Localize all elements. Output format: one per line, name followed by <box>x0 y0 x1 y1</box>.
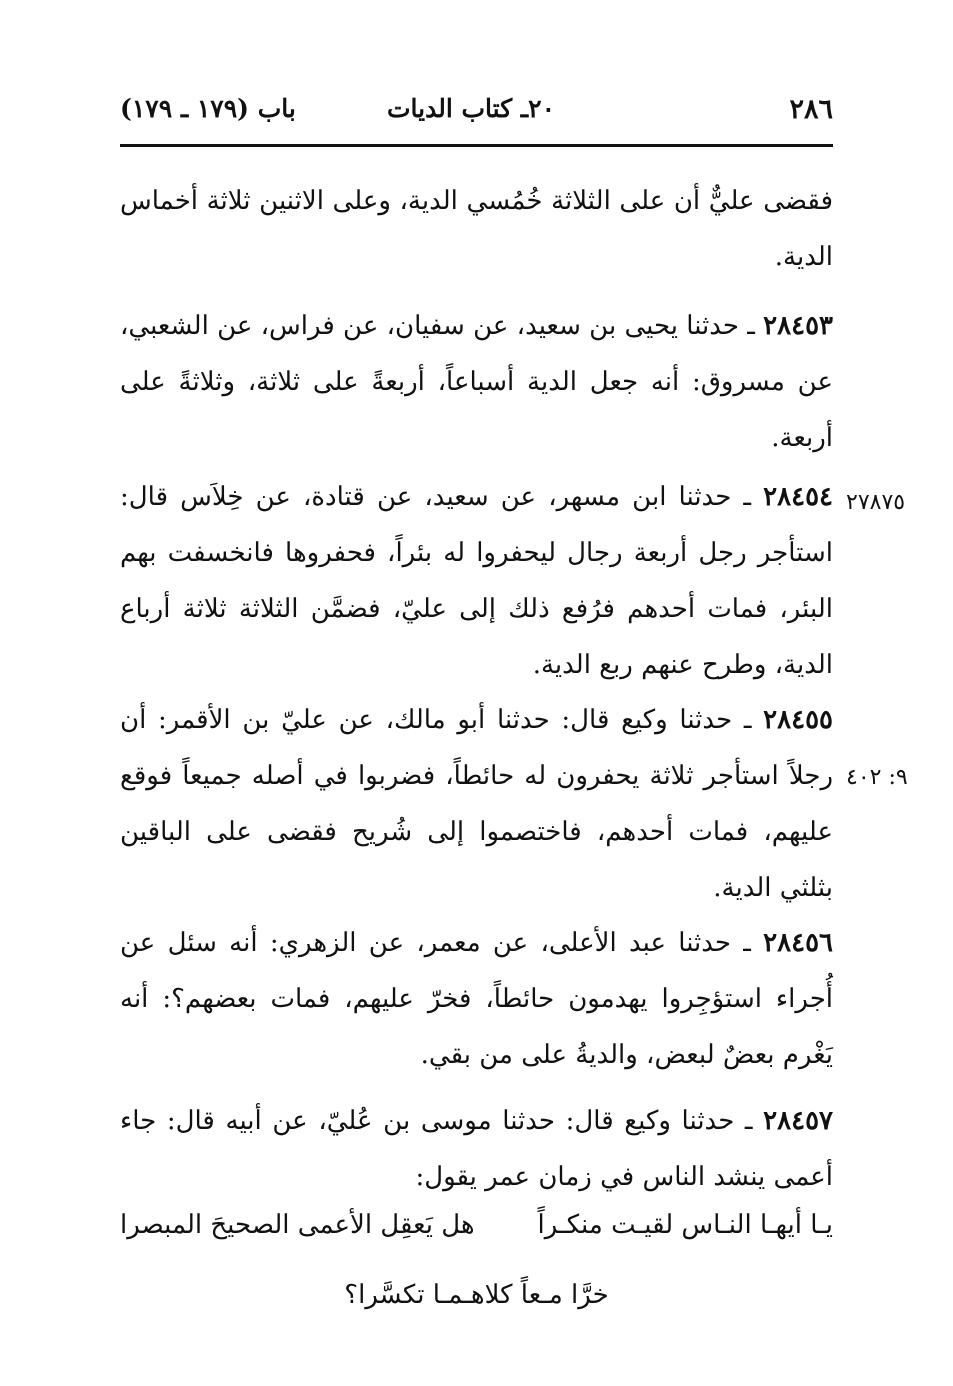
margin-reference: ٢٧٨٧٥ <box>846 490 906 515</box>
hadith-number: ٢٨٤٥٧ <box>763 1106 833 1136</box>
hadith-number: ٢٨٤٥٥ <box>763 705 833 735</box>
paragraph-continuation <box>120 173 833 285</box>
verse-hemistich-second: هل يَعقِل الأعمى الصحيحَ المبصرا <box>120 1210 475 1240</box>
hadith-28453 <box>120 298 833 466</box>
page-header <box>120 88 833 132</box>
hadith-text: ـ حدثنا ابن مسهر، عن سعيد، عن قتادة، عن خِلاَس قال: استأجر رجل أربعة رجال ليحفروا له بئراً، فحفروها فانخسفت بهم البئر، فمات أحدهم فرُفع ذلك إلى عليّ، فضمَّن الثلاثة ثلاثة أرباع الدية، وطرح عنهم ربع الدية. <box>120 482 833 680</box>
hadith-28454 <box>120 469 833 693</box>
hadith-28455 <box>120 692 833 916</box>
page-number: ٢٨٦ <box>789 94 833 125</box>
chapter-title: باب (١٧٩ ـ ١٧٩) <box>120 94 296 123</box>
hadith-text: ـ حدثنا يحيى بن سعيد، عن سفيان، عن فراس، عن الشعبي، عن مسروق: أنه جعل الدية أسباعاً، أربعةً على ثلاثة، وثلاثةً على أربعة. <box>120 311 833 453</box>
margin-reference: ٩: ٤٠٢ <box>846 765 908 790</box>
hadith-number: ٢٨٤٥٣ <box>763 311 833 341</box>
book-title: ٢٠ـ كتاب الديات <box>387 94 555 123</box>
hadith-text: ـ حدثنا وكيع قال: حدثنا أبو مالك، عن عليّ بن الأقمر: أن رجلاً استأجر ثلاثة يحفرون له حائطاً، فضربوا في أصله جميعاً فوقع عليهم، فمات أحدهم، فاختصموا إلى شُريح فقضى على الباقين بثلثي الدية. <box>120 705 833 903</box>
verse-hemistich-first: يـا أيهـا النـاس لقيـت منكـراً <box>537 1210 833 1240</box>
hadith-28456 <box>120 915 833 1083</box>
paragraph-text: فقضى عليٌّ أن على الثلاثة خُمُسي الدية، وعلى الاثنين ثلاثة أخماس الدية. <box>120 186 833 272</box>
hadith-text: ـ حدثنا وكيع قال: حدثنا موسى بن عُليّ، عن أبيه قال: جاء أعمى ينشد الناس في زمان عمر يقول: <box>120 1106 833 1192</box>
hadith-28457 <box>120 1093 833 1205</box>
hadith-number: ٢٨٤٥٦ <box>763 928 833 958</box>
header-rule <box>120 144 833 147</box>
hadith-number: ٢٨٤٥٤ <box>763 482 833 512</box>
verse-line <box>120 1210 833 1260</box>
verse-closing-line: خرَّا مـعاً كلاهـمـا تكسَّرا؟ <box>344 1280 609 1310</box>
hadith-text: ـ حدثنا عبد الأعلى، عن معمر، عن الزهري: أنه سئل عن أُجراء استؤجِروا يهدمون حائطاً، فخرّ عليهم، فمات بعضهم؟: أنه يَغْرم بعضٌ لبعض، والديةُ على من بقي. <box>120 928 833 1070</box>
